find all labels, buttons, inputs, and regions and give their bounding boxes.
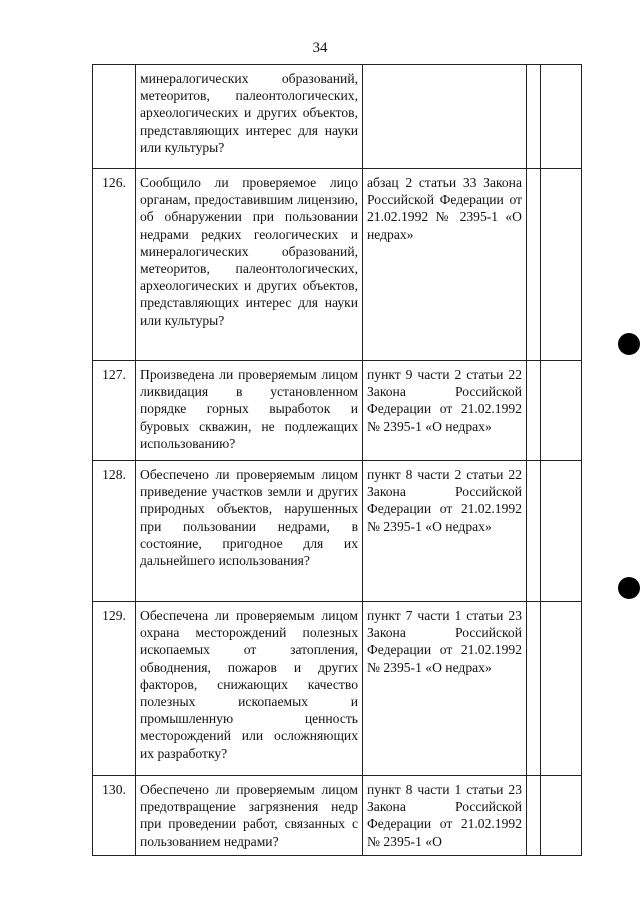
row-question: Обеспечена ли проверяемым лицом охрана месторождений полезных ископаемых от затопления, обводнения, пожаров и других факторов, снижающих качество полезных ископаемых и промышленную ценность месторождений или осложняющих их разработку? xyxy=(136,602,363,776)
table-row xyxy=(93,461,582,602)
page-number: 34 xyxy=(312,40,328,56)
empty-cell xyxy=(541,602,582,776)
empty-cell xyxy=(541,461,582,602)
table-row xyxy=(93,169,582,361)
binder-hole xyxy=(618,577,640,599)
empty-cell xyxy=(527,169,541,361)
empty-cell xyxy=(527,461,541,602)
table-row xyxy=(93,65,582,169)
empty-cell xyxy=(541,361,582,461)
table-row xyxy=(93,602,582,776)
row-reference: пункт 9 части 2 статьи 22 Закона Российской Федерации от 21.02.1992 № 2395-1 «О недрах» xyxy=(363,361,527,461)
row-question: Сообщило ли проверяемое лицо органам, предоставившим лицензию, об обнаружении при пользовании недрами редких геологических и минералогических образований, метеоритов, палеонтологических, археологических и других объектов, представляющих интерес для науки или культуры? xyxy=(136,169,363,361)
row-number: 130. xyxy=(93,776,136,856)
row-question: Обеспечено ли проверяемым лицом приведение участков земли и других природных объектов, нарушенных при пользовании недрами, в состояние, пригодное для их дальнейшего использования? xyxy=(136,461,363,602)
table-row xyxy=(93,361,582,461)
row-question: минералогических образований, метеоритов, палеонтологических, археологических и других объектов, представляющих интерес для науки или культуры? xyxy=(136,65,363,169)
empty-cell xyxy=(541,776,582,856)
row-number: 126. xyxy=(93,169,136,361)
row-reference xyxy=(363,65,527,169)
row-reference: абзац 2 статьи 33 Закона Российской Федерации от 21.02.1992 № 2395-1 «О недрах» xyxy=(363,169,527,361)
row-question: Обеспечено ли проверяемым лицом предотвращение загрязнения недр при проведении работ, связанных с пользованием недрами? xyxy=(136,776,363,856)
row-number: 128. xyxy=(93,461,136,602)
row-reference: пункт 7 части 1 статьи 23 Закона Российской Федерации от 21.02.1992 № 2395-1 «О недрах» xyxy=(363,602,527,776)
empty-cell xyxy=(527,602,541,776)
row-reference: пункт 8 части 2 статьи 22 Закона Российской Федерации от 21.02.1992 № 2395-1 «О недрах» xyxy=(363,461,527,602)
row-number: 129. xyxy=(93,602,136,776)
row-question: Произведена ли проверяемым лицом ликвидация в установленном порядке горных выработок и буровых скважин, не подлежащих использованию? xyxy=(136,361,363,461)
empty-cell xyxy=(527,776,541,856)
checklist-table xyxy=(92,64,582,856)
binder-hole xyxy=(618,333,640,355)
row-number xyxy=(93,65,136,169)
table-row xyxy=(93,776,582,856)
empty-cell xyxy=(527,361,541,461)
empty-cell xyxy=(541,169,582,361)
row-reference: пункт 8 части 1 статьи 23 Закона Российской Федерации от 21.02.1992 № 2395-1 «О xyxy=(363,776,527,856)
row-number: 127. xyxy=(93,361,136,461)
empty-cell xyxy=(541,65,582,169)
empty-cell xyxy=(527,65,541,169)
